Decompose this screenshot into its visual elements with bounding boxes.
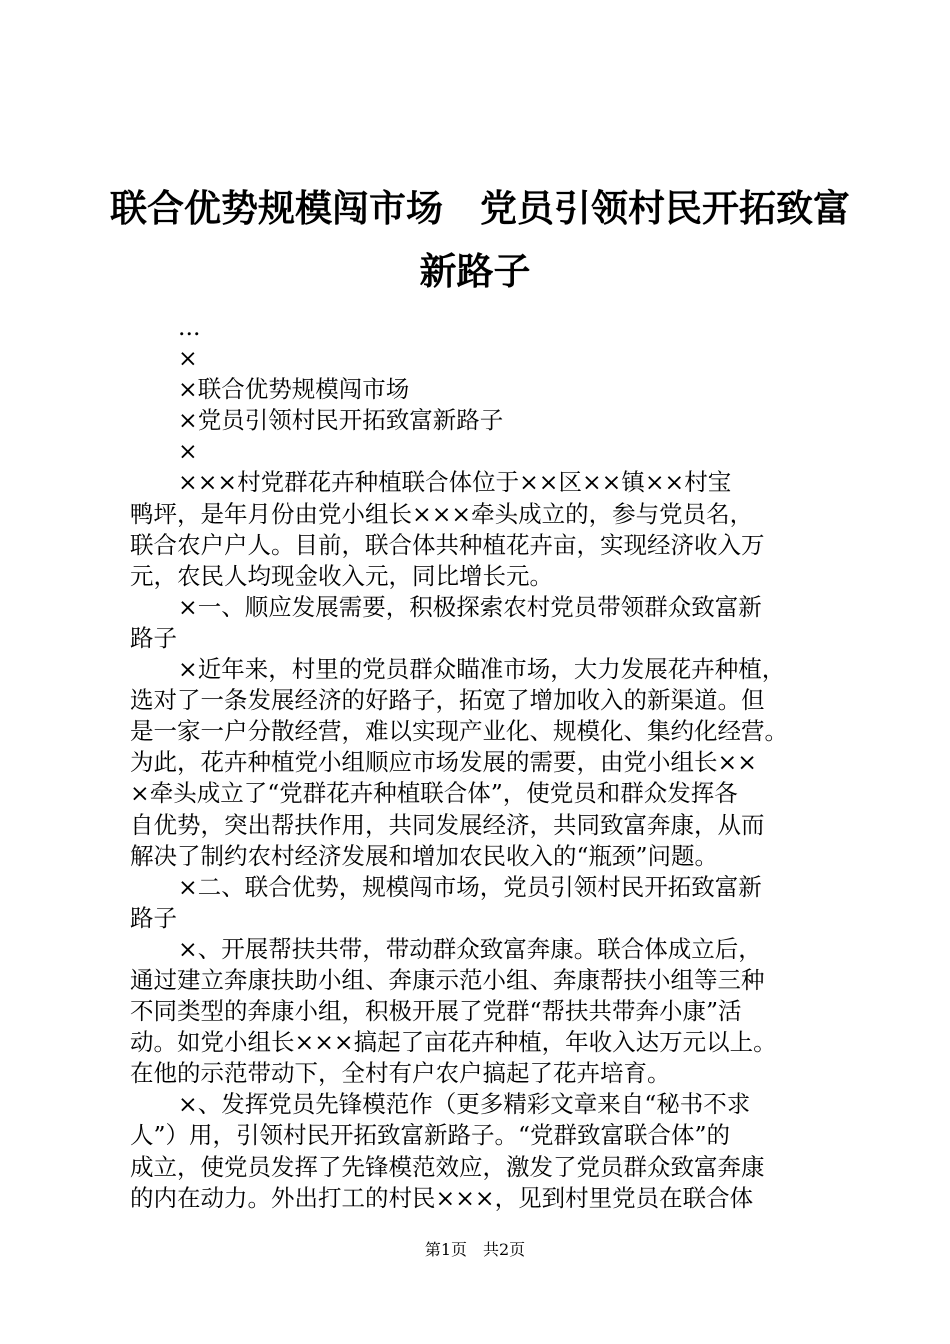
body-text-line: ×、发挥党员先锋模范作（更多精彩文章来自“秘书不求 — [178, 1090, 751, 1119]
body-text-line: × — [178, 344, 198, 373]
body-text-line: ... — [178, 313, 201, 341]
body-text-line: ×二、联合优势，规模闯市场，党员引领村民开拓致富新 — [178, 872, 762, 901]
body-text-line: 选对了一条发展经济的好路子，拓宽了增加收入的新渠道。但 — [130, 686, 765, 715]
document-body — [130, 312, 830, 1214]
body-text-line: ×近年来，村里的党员群众瞄准市场，大力发展花卉种植， — [178, 655, 786, 684]
body-text-line: 不同类型的奔康小组，积极开展了党群“帮扶共带奔小康”活 — [130, 997, 742, 1026]
body-text-line: 鸭坪，是年月份由党小组长×××牵头成立的，参与党员名， — [130, 499, 754, 528]
body-text-line: × — [178, 437, 198, 466]
body-text-line: ×××村党群花卉种植联合体位于××区××镇××村宝 — [178, 468, 732, 497]
body-text-line: 通过建立奔康扶助小组、奔康示范小组、奔康帮扶小组等三种 — [130, 965, 765, 994]
body-text-line: 联合农户户人。目前，联合体共种植花卉亩，实现经济收入万 — [130, 530, 765, 559]
body-text-line: 在他的示范带动下，全村有户农户搞起了花卉培育。 — [130, 1059, 671, 1088]
body-text-line: ×党员引领村民开拓致富新路子 — [178, 406, 504, 435]
page-number-footer: 第1页 共2页 — [424, 1240, 526, 1259]
body-text-line: 是一家一户分散经营，难以实现产业化、规模化、集约化经营。 — [130, 717, 788, 746]
body-text-line: ×牵头成立了“党群花卉种植联合体”，使党员和群众发挥各 — [130, 779, 738, 808]
body-text-line: 的内在动力。外出打工的村民×××，见到村里党员在联合体 — [130, 1183, 754, 1212]
document-title-line-2: 新路子 — [419, 249, 531, 293]
body-text-line: 路子 — [130, 623, 177, 652]
body-text-line: 动。如党小组长×××搞起了亩花卉种植，年收入达万元以上。 — [130, 1028, 777, 1057]
body-text-line: 路子 — [130, 903, 177, 932]
document-title-line-1: 联合优势规模闯市场 党员引领村民开拓致富 — [110, 186, 850, 230]
body-text-line: 为此，花卉种植党小组顺应市场发展的需要，由党小组长×× — [130, 748, 757, 777]
body-text-line: ×一、顺应发展需要，积极探索农村党员带领群众致富新 — [178, 592, 762, 621]
body-text-line: 元，农民人均现金收入元，同比增长元。 — [130, 561, 553, 590]
body-text-line: ×、开展帮扶共带，带动群众致富奔康。联合体成立后， — [178, 934, 762, 963]
body-text-line: 成立，使党员发挥了先锋模范效应，激发了党员群众致富奔康 — [130, 1152, 765, 1181]
body-text-line: 自优势，突出帮扶作用，共同发展经济，共同致富奔康，从而 — [130, 810, 765, 839]
body-text-line: 人”）用，引领村民开拓致富新路子。“党群致富联合体”的 — [130, 1121, 731, 1150]
body-text-line: ×联合优势规模闯市场 — [178, 375, 410, 404]
body-text-line: 解决了制约农村经济发展和增加农民收入的“瓶颈”问题。 — [130, 841, 719, 870]
